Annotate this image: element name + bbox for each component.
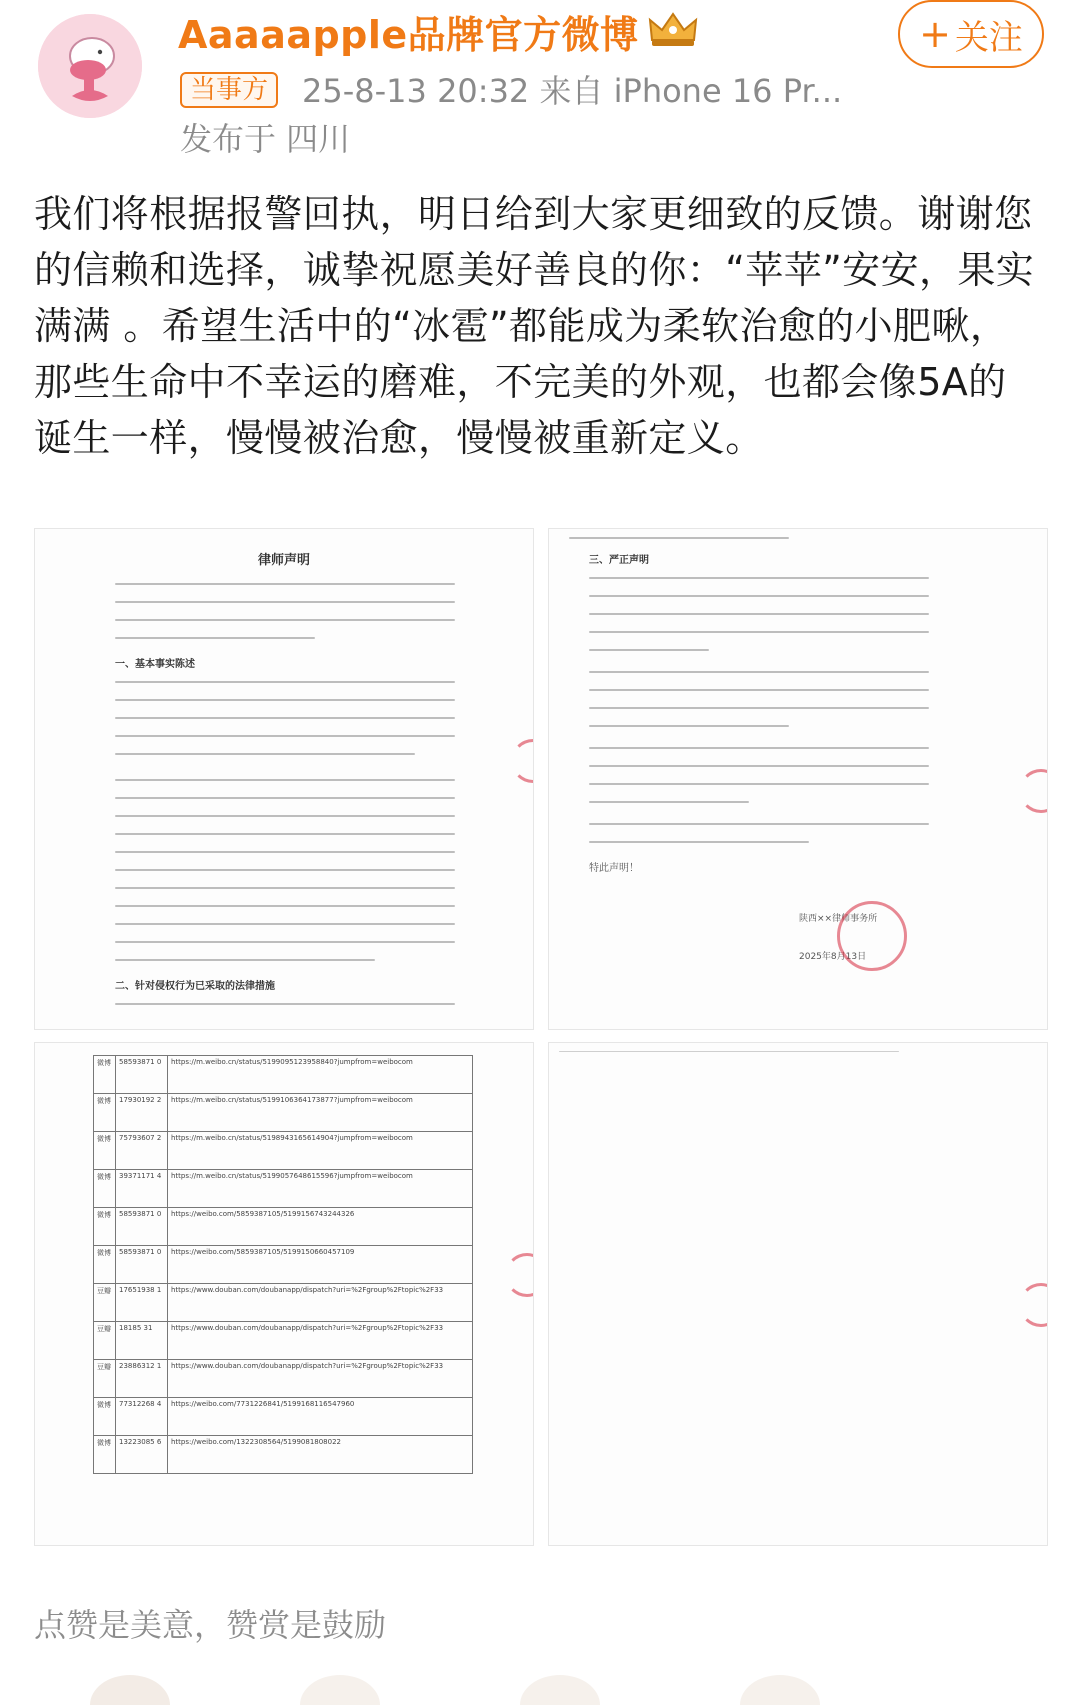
text-line: [115, 959, 375, 961]
follow-label: 关注: [954, 17, 1023, 58]
text-line: [115, 887, 455, 889]
post-location: 发布于 四川: [180, 120, 351, 158]
username[interactable]: Aaaaapple品牌官方微博: [178, 13, 639, 57]
text-line: [115, 779, 455, 781]
text-line: [115, 619, 455, 621]
table-row: 微博 58593871 0 https://weibo.com/5859387105/5199150660457109: [94, 1246, 473, 1284]
text-line: [569, 537, 789, 539]
text-line: [589, 765, 929, 767]
bottom-reward-strip: [0, 1665, 1080, 1705]
seal-stamp: [1019, 1283, 1048, 1327]
table-row: 豆瓣 18185 31 https://www.douban.com/doubanapp/dispatch?uri=%2Fgroup%2Ftopic%2F33: [94, 1322, 473, 1360]
text-line: [589, 577, 929, 579]
image-blank-page[interactable]: [548, 1042, 1048, 1546]
reward-prompt: 点赞是美意，赞赏是鼓励: [34, 1606, 387, 1644]
seal-stamp: [505, 1253, 534, 1297]
reward-avatar[interactable]: [300, 1675, 380, 1705]
image-infringement-link-table[interactable]: [34, 1042, 534, 1546]
text-line: [115, 735, 455, 737]
text-line: [589, 649, 709, 651]
text-line: [589, 689, 929, 691]
text-line: [589, 595, 929, 597]
text-line: [115, 699, 455, 701]
post-text: 我们将根据报警回执，明日给到大家更细致的反馈。谢谢您的信赖和选择，诚挚祝愿美好善良的你：“苹苹”安安，果实满满 。希望生活中的“冰雹”都能成为柔软治愈的小肥啾，那些生命中不幸运的磨难，不完美的外观，也都会像5A的诞生一样，慢慢被治愈，慢慢被重新定义。: [34, 192, 1035, 460]
reward-avatar[interactable]: [520, 1675, 600, 1705]
text-line: [589, 671, 929, 673]
text-line: [115, 717, 455, 719]
section-heading: 二、针对侵权行为已采取的法律措施: [115, 981, 275, 992]
text-line: [115, 1003, 455, 1005]
seal-stamp: [1019, 769, 1048, 813]
table-row: 豆瓣 17651938 1 https://www.douban.com/doubanapp/dispatch?uri=%2Fgroup%2Ftopic%2F33: [94, 1284, 473, 1322]
text-line: [115, 637, 315, 639]
text-line: [589, 613, 929, 615]
text-line: [589, 823, 929, 825]
law-firm-name: 陕西××律师事务所: [799, 914, 878, 924]
text-line: [115, 797, 455, 799]
text-line: [115, 753, 415, 755]
text-line: [115, 905, 455, 907]
link-table: [93, 1055, 473, 1474]
table-row: 微博 13223085 6 https://weibo.com/1322308564/5199081808022: [94, 1436, 473, 1474]
text-line: [115, 923, 455, 925]
avatar[interactable]: [38, 14, 142, 118]
closing-text: 特此声明！: [589, 863, 639, 874]
text-line: [115, 941, 455, 943]
reward-avatar[interactable]: [90, 1675, 170, 1705]
post-header: [0, 0, 1080, 170]
text-line: [115, 815, 455, 817]
text-line: [589, 801, 749, 803]
text-line: [115, 833, 455, 835]
table-row: 微博 39371171 4 https://m.weibo.cn/status/5199057648615596?jumpfrom=weibocom: [94, 1170, 473, 1208]
follow-button[interactable]: [898, 0, 1044, 68]
table-row: 微博 17930192 2 https://m.weibo.cn/status/5199106364173877?jumpfrom=weibocom: [94, 1094, 473, 1132]
doc-title: 律师声明: [257, 553, 310, 568]
text-line: [559, 1051, 899, 1052]
image-lawyer-statement-page1[interactable]: [34, 528, 534, 1030]
text-line: [589, 707, 929, 709]
law-firm-seal: [837, 901, 907, 971]
party-badge: 当事方: [180, 72, 278, 108]
text-line: [115, 681, 455, 683]
table-row: 微博 58593871 0 https://m.weibo.cn/status/5199095123958840?jumpfrom=weibocom: [94, 1056, 473, 1094]
verified-crown-icon: [646, 10, 700, 50]
reward-avatar[interactable]: [740, 1675, 820, 1705]
plus-icon: +: [919, 12, 951, 56]
text-line: [115, 583, 455, 585]
text-line: [589, 725, 789, 727]
post-meta: 25-8-13 20:32 来自 iPhone 16 Pr...: [302, 72, 843, 110]
table-row: 微博 75793607 2 https://m.weibo.cn/status/5198943165614904?jumpfrom=weibocom: [94, 1132, 473, 1170]
section-heading: 三、严正声明: [589, 555, 649, 566]
table-row: 微博 58593871 0 https://weibo.com/5859387105/5199156743244326: [94, 1208, 473, 1246]
text-line: [589, 783, 929, 785]
statement-date: 2025年8月13日: [799, 952, 867, 962]
image-lawyer-statement-page2[interactable]: [548, 528, 1048, 1030]
table-row: 微博 77312268 4 https://weibo.com/7731226841/5199168116547960: [94, 1398, 473, 1436]
text-line: [589, 841, 809, 843]
avatar-bird-icon: [38, 14, 142, 118]
seal-stamp: [511, 739, 534, 783]
text-line: [115, 601, 455, 603]
table-row: 豆瓣 23886312 1 https://www.douban.com/doubanapp/dispatch?uri=%2Fgroup%2Ftopic%2F33: [94, 1360, 473, 1398]
text-line: [115, 851, 455, 853]
text-line: [589, 631, 929, 633]
text-line: [589, 747, 929, 749]
section-heading: 一、基本事实陈述: [115, 659, 195, 670]
text-line: [115, 869, 455, 871]
